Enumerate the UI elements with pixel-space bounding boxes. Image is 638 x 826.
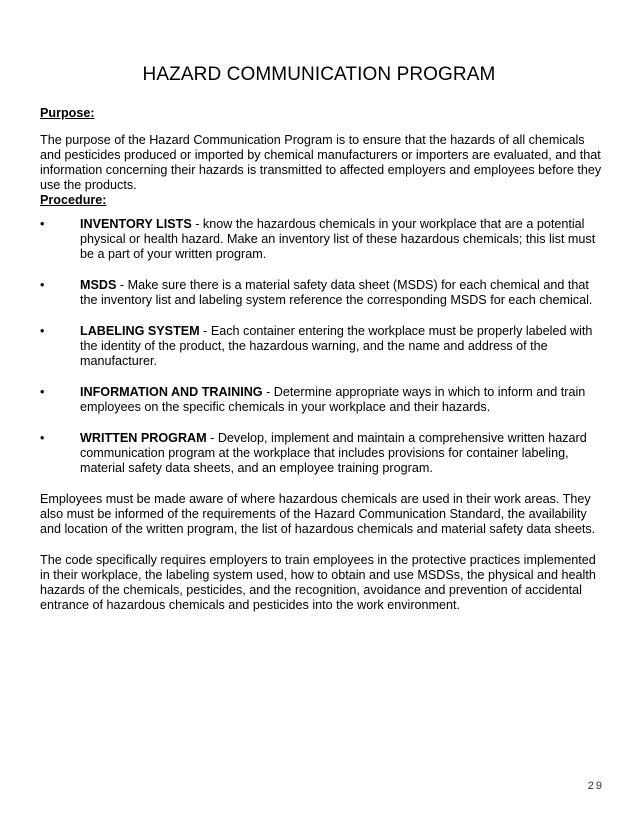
bullet-labeling-system	[40, 324, 605, 369]
bullet-text: - Make sure there is a material safety data sheet (MSDS) for each chemical and that the inventory list and labeling system reference the corresponding MSDS for each chemical.	[80, 278, 593, 307]
bullet-text: - Develop, implement and maintain a comprehensive written hazard communication program at the workplace that includes provisions for container labeling, material safety data sheets, and an employee training program.	[80, 431, 587, 475]
bullet-term: INVENTORY LISTS	[80, 217, 192, 231]
bullet-term: MSDS	[80, 278, 117, 292]
spacer	[40, 262, 605, 278]
bullet-symbol: •	[40, 431, 45, 445]
document-body	[40, 106, 605, 613]
purpose-paragraph: The purpose of the Hazard Communication Program is to ensure that the hazards of all chemicals and pesticides produced or imported by chemical manufacturers or importers are evaluated, and that information concerning their hazards is transmitted to affected employers and employees before they use the products.	[40, 133, 602, 192]
spacer	[40, 476, 605, 492]
page-title: HAZARD COMMUNICATION PROGRAM	[142, 64, 496, 85]
spacer	[40, 308, 605, 324]
bullet-text: - know the hazardous chemicals in your workplace that are a potential physical or health hazard. Make an inventory list of these hazardous chemicals; this list must be a part of your written program.	[80, 217, 596, 261]
bullet-symbol: •	[40, 385, 45, 399]
bullet-inventory-lists	[40, 217, 605, 262]
spacer	[40, 121, 605, 133]
bullet-term: INFORMATION AND TRAINING	[80, 385, 263, 399]
employees-paragraph: Employees must be made aware of where hazardous chemicals are used in their work areas. They also must be informed of the requirements of the Hazard Communication Standard, the availability and location of the written program, the list of hazardous chemicals and material safety data sheets.	[40, 492, 596, 536]
spacer	[40, 415, 605, 431]
bullet-term: LABELING SYSTEM	[80, 324, 200, 338]
spacer	[40, 537, 605, 553]
bullet-term: WRITTEN PROGRAM	[80, 431, 207, 445]
bullet-text: - Determine appropriate ways in which to inform and train employees on the specific chemicals in your workplace and their hazards.	[80, 385, 586, 414]
bullet-text: - Each container entering the workplace must be properly labeled with the identity of the product, the hazardous warning, and the name and address of the manufacturer.	[80, 324, 593, 368]
spacer	[40, 208, 605, 217]
bullet-written-program	[40, 431, 605, 476]
bullet-msds	[40, 278, 605, 308]
bullet-symbol: •	[40, 324, 45, 338]
bullet-symbol: •	[40, 278, 45, 292]
code-requirements-paragraph: The code specifically requires employers to train employees in the protective practices implemented in their workplace, the labeling system used, how to obtain and use MSDSs, the physical and health hazards of the chemicals, pesticides, and the recognition, avoidance and prevention of accidental entrance of hazardous chemicals and pesticides into the work environment.	[40, 553, 596, 612]
purpose-heading: Purpose:	[40, 106, 95, 120]
procedure-heading: Procedure:	[40, 193, 107, 207]
page-number: 29	[587, 780, 604, 792]
bullet-symbol: •	[40, 217, 45, 231]
bullet-information-and-training	[40, 385, 605, 415]
spacer	[40, 369, 605, 385]
